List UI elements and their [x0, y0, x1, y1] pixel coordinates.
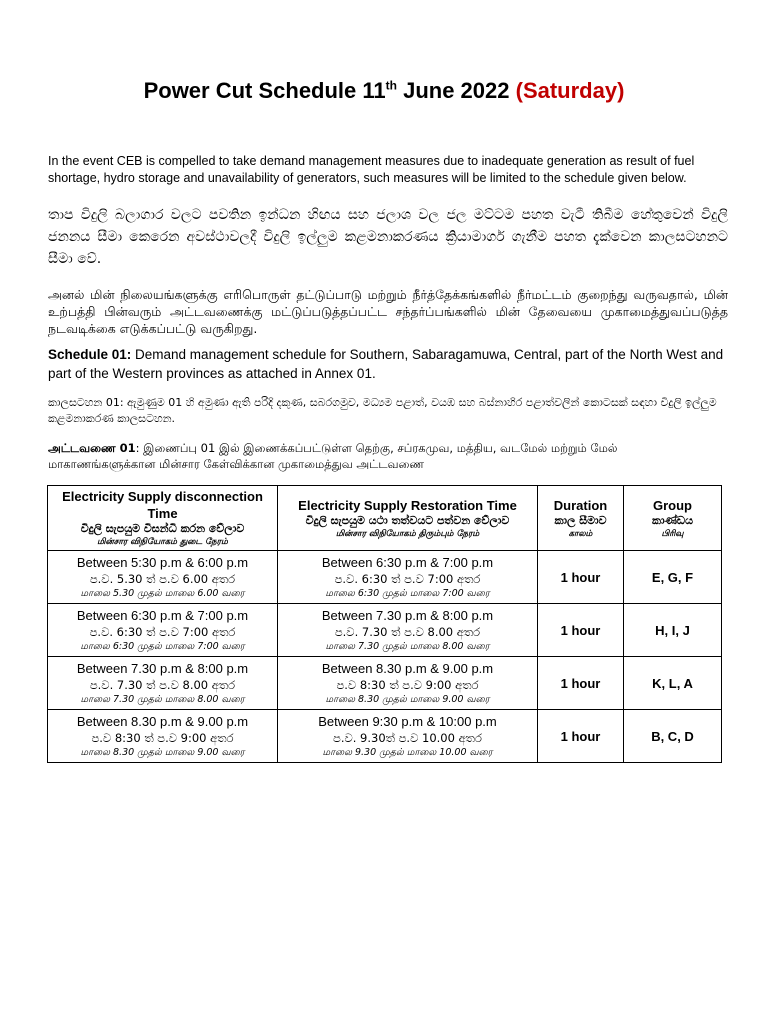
header-disconnection [48, 486, 278, 551]
table-row [48, 710, 722, 763]
header-en: Duration [553, 497, 608, 513]
time-en: Between 7.30 p.m & 8:00 p.m [76, 660, 249, 676]
disconnection-cell [48, 710, 278, 763]
table-row [48, 551, 722, 604]
time-si: ප.ව. 7.30 ත් ප.ව 8.00 අතර [334, 624, 481, 639]
schedule-sinhala [48, 395, 728, 427]
time-ta: மாலை 7.30 முதல் மாலை 8.00 வரை [80, 693, 245, 705]
header-en: Group [653, 497, 692, 513]
table-row [48, 604, 722, 657]
time-ta: மாலை 8.30 முதல் மாலை 9.00 வரை [325, 693, 490, 705]
group-cell: K, L, A [624, 657, 722, 710]
intro-tamil: அனல் மின் நிலையங்களுக்கு எரிபொருள் தட்டுப்பாடு மற்றும் நீர்த்தேக்கங்களில் நீர்மட்டம் குறைந்து வருவதால், மின் உற்பத்தி பின்வரும் அட்டவணைக்கு மட்டுப்படுத்தப்பட்ட சந்தர்ப்பங்களில் மின் தேவையை முகாமைத்துவப்படுத்த நடவடிக்கை எடுக்கப்பட்டு வருகிறது. [48, 287, 728, 336]
restoration-cell [278, 657, 538, 710]
header-si: විදුලි සැපයුම යථා තත්වයට පත්වන වේලාව [305, 513, 510, 527]
intro-english: In the event CEB is compelled to take demand management measures due to inadequate generation as result of fuel shortage, hydro storage and unavailability of generators, such measures will be limited to the schedule given below. [48, 154, 695, 185]
header-en: Electricity Supply Restoration Time [298, 497, 517, 513]
header-si: විදුලි සැපයුම විසන්ධි කරන වේලාව [80, 522, 245, 535]
time-en: Between 6:30 p.m & 7:00 p.m [76, 607, 249, 623]
restoration-cell [278, 604, 538, 657]
restoration-cell [278, 551, 538, 604]
duration-cell: 1 hour [538, 657, 624, 710]
header-si: කාල සීමාව [554, 513, 607, 527]
page-title [0, 78, 768, 104]
time-si: ප.ව. 6:30 ත් ප.ව 7:00 අතර [89, 624, 236, 639]
time-ta: மாலை 8.30 முதல் மாலை 9.00 வரை [80, 746, 245, 758]
time-ta: மாலை 6:30 முதல் மாலை 7:00 வரை [325, 587, 490, 599]
time-ta: மாலை 9.30 முதல் மாலை 10.00 வரை [322, 746, 493, 758]
schedule-label: Schedule 01: [48, 347, 132, 362]
time-si: ප.ව. 7.30 ත් ප.ව 8.00 අතර [89, 677, 236, 692]
schedule-description [48, 345, 728, 383]
disconnection-cell [48, 604, 278, 657]
time-en: Between 6:30 p.m & 7:00 p.m [321, 554, 494, 570]
time-si: ප.ව. 9.30ත් ප.ව 10.00 අතර [333, 730, 482, 745]
restoration-cell [278, 710, 538, 763]
time-en: Between 7.30 p.m & 8:00 p.m [321, 607, 494, 623]
time-ta: மாலை 6:30 முதல் மாலை 7:00 வரை [80, 640, 245, 652]
disconnection-cell [48, 657, 278, 710]
schedule-sinhala-label: කාලසටහන 01 [48, 396, 120, 409]
header-restoration [278, 486, 538, 551]
title-superscript: th [385, 78, 397, 93]
time-si: ප.ව 8:30 ත් ප.ව 9:00 අතර [336, 677, 479, 692]
intro-sinhala: තාප විදුලි බලාගාර වලට පවතින ඉන්ධන හිඟය සහ ජලාශ වල ජල මට්ටම පහත වැටී තිබීම හේතුවෙන් විදුලි ජනනය සීමා කෙරෙන අවස්ථාවලදී විදුලි ඉල්ලුම කළමනාකරණය ක්‍රියාමාර්ග ගැනීම පහත දැක්වෙන කාලසටහනට සීමා වේ. [48, 207, 728, 267]
title-rest: June 2022 [396, 78, 516, 103]
time-en: Between 5:30 p.m & 6:00 p.m [76, 554, 249, 570]
header-en: Electricity Supply disconnection Time [62, 489, 263, 521]
group-cell: E, G, F [624, 551, 722, 604]
title-main: Power Cut Schedule 11 [143, 78, 386, 103]
schedule-tamil-label: அட்டவணை 01 [48, 441, 136, 455]
table-header-row [48, 486, 722, 551]
header-ta: மின்சார விநியோகம் துடை நேரம் [97, 537, 228, 547]
time-si: ප.ව. 5.30 ත් ප.ව 6.00 අතර [89, 571, 236, 586]
header-group [624, 486, 722, 551]
header-si: කාණ්ඩය [652, 513, 693, 527]
duration-cell: 1 hour [538, 551, 624, 604]
time-en: Between 9:30 p.m & 10:00 p.m [318, 713, 497, 729]
time-ta: மாலை 7.30 முதல் மாலை 8.00 வரை [325, 640, 490, 652]
header-ta: காலம் [568, 528, 593, 539]
schedule-table [47, 485, 722, 763]
group-cell: B, C, D [624, 710, 722, 763]
schedule-sinhala-text: : ඇමුණුම 01 හි අමුණා ඇති පරිදි දකුණ, සබරගමුව, මධ්‍යම පළාත්, වයඹ සහ බස්නාහිර පළාත්වලින් කොටසක් සඳහා විදුලි ඉල්ලුම කළමනාකරණ කාලසටහන. [48, 396, 717, 425]
time-si: ප.ව 8:30 ත් ප.ව 9:00 අතර [91, 730, 234, 745]
duration-cell: 1 hour [538, 604, 624, 657]
schedule-text: Demand management schedule for Southern, Sabaragamuwa, Central, part of the North West and part of the Western provinces as attached in Annex 01. [48, 347, 724, 381]
duration-cell: 1 hour [538, 710, 624, 763]
time-ta: மாலை 5.30 முதல் மாலை 6.00 வரை [80, 587, 245, 599]
schedule-tamil [48, 440, 728, 472]
header-ta: மின்சார விநியோகம் திரும்பும் நேரம் [335, 528, 480, 539]
time-en: Between 8.30 p.m & 9.00 p.m [76, 713, 249, 729]
disconnection-cell [48, 551, 278, 604]
group-cell: H, I, J [624, 604, 722, 657]
header-duration [538, 486, 624, 551]
table-row [48, 657, 722, 710]
time-si: ප.ව. 6:30 ත් ප.ව 7:00 අතර [334, 571, 481, 586]
time-en: Between 8.30 p.m & 9.00 p.m [321, 660, 494, 676]
header-ta: பிரிவு [661, 528, 684, 539]
title-day: (Saturday) [515, 78, 625, 103]
schedule-tamil-text: : இணைப்பு 01 இல் இணைக்கப்பட்டுள்ள தெற்கு, சப்ரகமுவ, மத்திய, வடமேல் மற்றும் மேல் மாகாணங்களுக்கான மின்சார கேள்விக்கான முகாமைத்துவ அட்டவணை [48, 441, 618, 471]
